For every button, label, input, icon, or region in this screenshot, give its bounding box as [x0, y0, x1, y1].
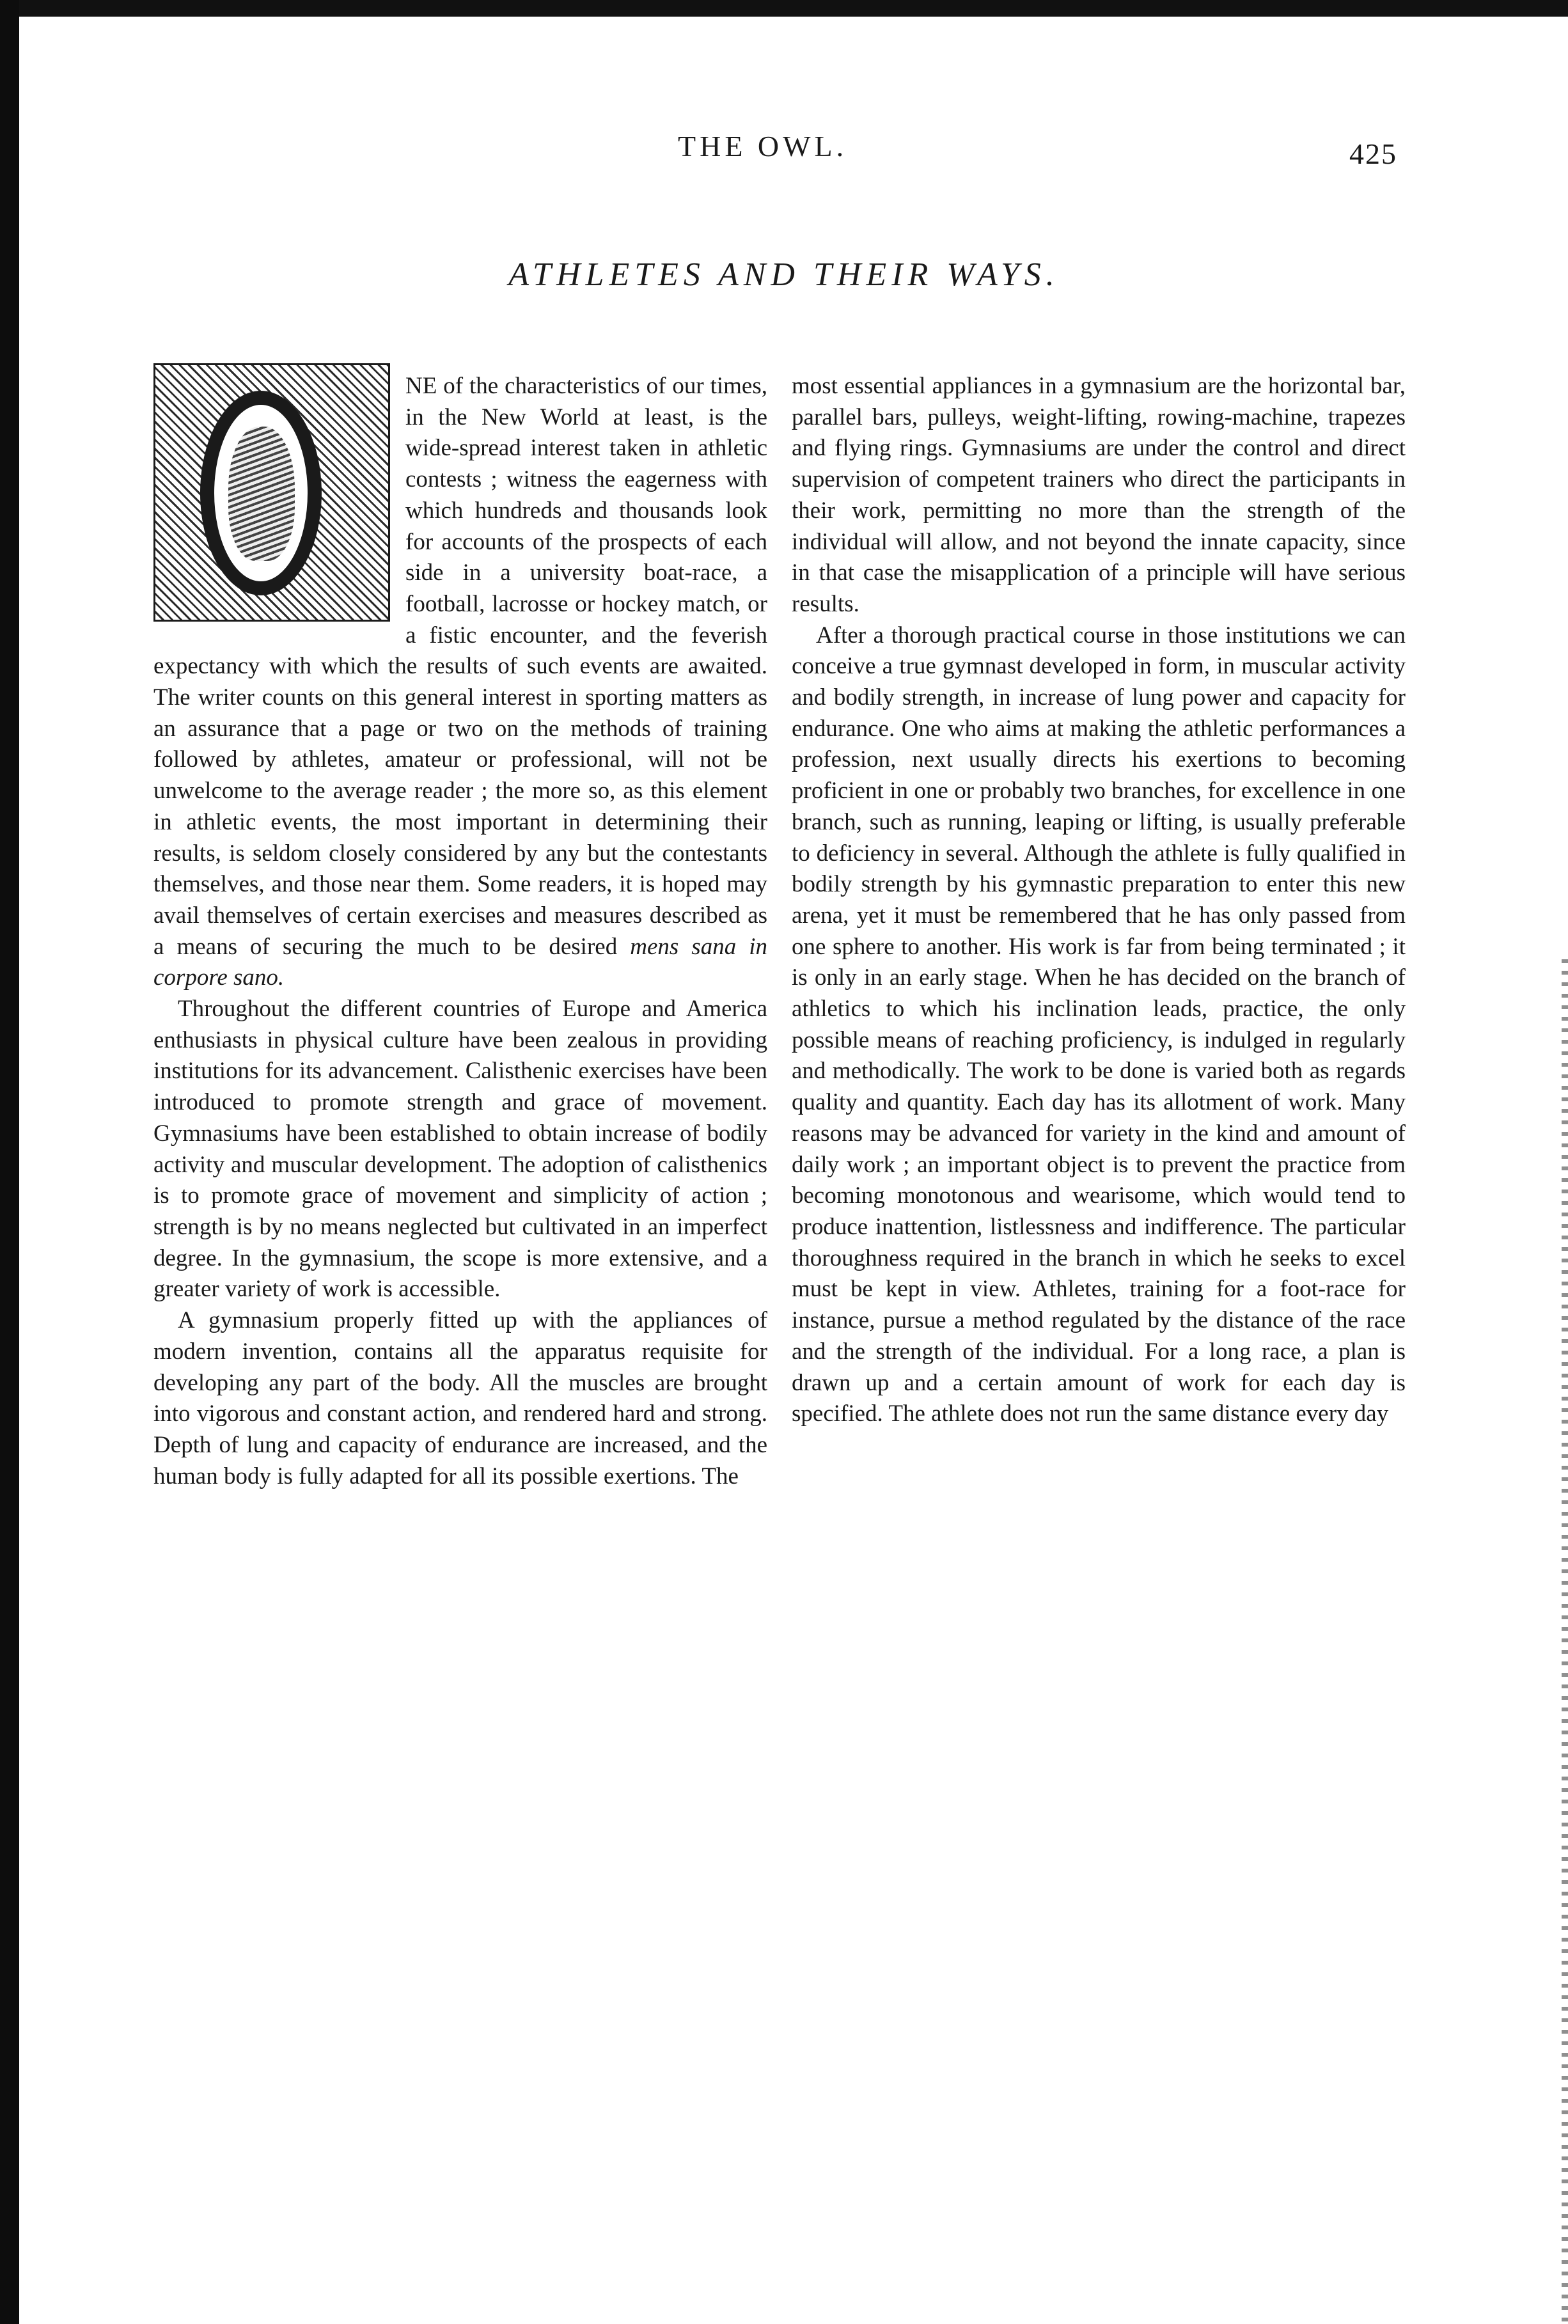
right-column — [792, 371, 1406, 1430]
paragraph: A gymnasium properly fitted up with the appliances of modern invention, contains all the apparatus requisite for developing any part of the body. All the muscles are brought into vigorous and constant action, and rendered hard and strong. Depth of lung and capacity of endurance are increased, and the human body is fully adapted for all its possible exertions. The — [153, 1307, 767, 1489]
left-column — [153, 371, 767, 1492]
page-number: 425 — [1349, 137, 1397, 170]
paragraph: most essential appliances in a gymnasium are the horizontal bar, parallel bars, pulleys, weight-lifting, rowing-machine, trapezes and flying rings. Gymnasiums are under the control and direct supervision of competent trainers who direct the participants in their work, permitting no more than the strength of the individual will allow, and not beyond the innate capacity, since in that case the misapplication of a principle will have serious results. — [792, 373, 1406, 617]
article-title: ATHLETES AND THEIR WAYS. — [508, 256, 1060, 293]
drop-cap-letter — [155, 365, 156, 366]
left-binding-edge — [0, 0, 19, 2324]
paragraph: Throughout the different countries of Europe and America enthusiasts in physical culture have been zealous in providing institutions for its advancement. Calisthenic exercises have been introduced to promote strength and grace of movement. Gymnasiums have been established to obtain increase of bodily activity and muscular development. The adoption of calisthenics is to promote grace of movement and simplicity of action ; strength is by no means neglected but cultivated in an imperfect degree. In the gymnasium, the scope is more extensive, and a greater variety of work is accessible. — [153, 996, 767, 1303]
ornamental-initial-ring — [200, 391, 322, 595]
latin-phrase: mens sana in corpore sano. — [153, 933, 767, 991]
right-page-edge — [1562, 959, 1568, 2324]
ornamental-initial-icon — [153, 363, 390, 622]
running-head: THE OWL. — [678, 130, 848, 162]
paragraph: After a thorough practical course in those institutions we can conceive a true gymnast developed in form, in muscular activity and bodily strength, in increase of lung power and capacity for endurance. One who aims at making the athletic performances a profession, next usually directs his exertions to becoming proficient in one or probably two branches, for excellence in one branch, such as running, leaping or lifting, is usually preferable to deficiency in several. Although the athlete is fully qualified in bodily strength by his gymnastic preparation to enter this new arena, yet it must be remembered that he has only passed from one sphere to another. His work is far from being terminated ; it is only in an early stage. When he has decided on the branch of athletics to which his inclination leads, practice, the only possible means of reaching proficiency, is indulged in regularly and methodically. The work to be done is varied both as regards quality and quantity. Each day has its allotment of work. Many reasons may be advanced for variety in the kind and amount of daily work ; an important object is to prevent the practice from becoming monotonous and wearisome, which would tend to produce inattention, listlessness and indifference. The particular thoroughness required in the branch in which he seeks to excel must be kept in view. Athletes, training for a foot-race for instance, pursue a method regulated by the distance of the race and the strength of the individual. For a long race, a plan is drawn up and a certain amount of work for each day is specified. The athlete does not run the same distance every day — [792, 622, 1406, 1427]
initial-figure-illustration — [228, 427, 295, 561]
paragraph-text: NE of the characteristics of our times, in the New World at least, is the wide-spread interest taken in athletic contests ; witness the eagerness with which hundreds and thousands look for accounts of the prospects of each side in a university boat-race, a football, lacrosse or hockey match, or a fistic encounter, and the feverish expectancy with which the results of such events are awaited. The writer counts on this general interest in sporting matters as an assurance that a page or two on the methods of training followed by athletes, amateur or professional, will not be unwelcome to the average reader ; the more so, as this element in athletic events, the most important in determining their results, is seldom closely considered by any but the contestants themselves, and those near them. Some readers, it is hoped may avail themselves of certain exercises and measures described as a means of securing the much to be desired — [153, 373, 767, 960]
top-border-rule — [0, 0, 1568, 17]
